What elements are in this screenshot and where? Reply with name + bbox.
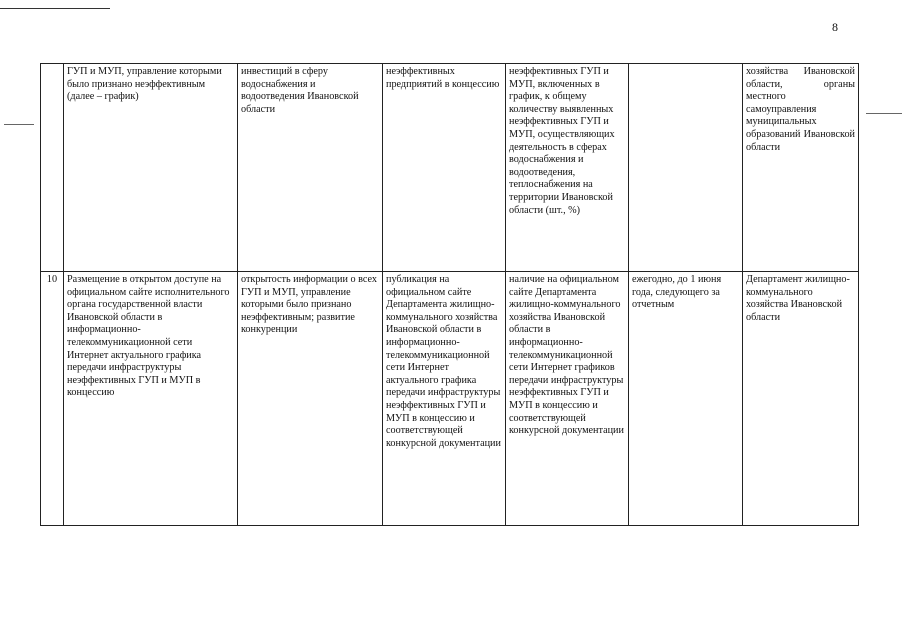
deadline-cell: ежегодно, до 1 июня года, следующего за отчетным <box>629 272 743 526</box>
responsible-cell: Департамент жилищно-коммунального хозяйства Ивановской области <box>743 272 859 526</box>
action-cell: Размещение в открытом доступе на официальном сайте исполнительного органа государственной власти Ивановской области в информационно-телекоммуникационной сети Интернет актуального графика передачи инфраструктуры неэффективных ГУП и МУП в концессию <box>64 272 238 526</box>
table-row <box>41 272 859 526</box>
page-number: 8 <box>832 20 838 34</box>
table-row <box>41 64 859 272</box>
indicator-cell: наличие на официальном сайте Департамента жилищно-коммунального хозяйства Ивановской области в информационно-телекоммуникационной сети Интернет графиков передачи инфраструктуры неэффективных ГУП и МУП в концессию и соответствующей конкурсной документации <box>506 272 629 526</box>
result-cell: неэффективных предприятий в концессию <box>383 64 506 272</box>
goal-cell: инвестиций в сферу водоснабжения и водоотведения Ивановской области <box>238 64 383 272</box>
goal-cell: открытость информации о всех ГУП и МУП, управление которыми было признано неэффективным; развитие конкуренции <box>238 272 383 526</box>
action-cell: ГУП и МУП, управление которыми было признано неэффективным (далее – график) <box>64 64 238 272</box>
row-number-cell <box>41 64 64 272</box>
responsible-cell: хозяйства Ивановской области, органы местного самоуправления муниципальных образований Ивановской области <box>743 64 859 272</box>
row-number-cell: 10 <box>41 272 64 526</box>
scan-artifact-left-margin <box>4 124 34 125</box>
indicator-cell: неэффективных ГУП и МУП, включенных в график, к общему количеству выявленных неэффективных ГУП и МУП, осуществляющих деятельность в сферах водоснабжения и водоотведения, теплоснабжения на территории Ивановской области (шт., %) <box>506 64 629 272</box>
measures-table <box>40 63 859 526</box>
result-cell: публикация на официальном сайте Департамента жилищно-коммунального хозяйства Ивановской области в информационно-телекоммуникационной сети Интернет актуального графика передачи инфраструктуры неэффективных ГУП и МУП в концессию и соответствующей конкурсной документации <box>383 272 506 526</box>
deadline-cell <box>629 64 743 272</box>
scan-artifact-top-left <box>0 8 110 9</box>
scan-artifact-right-margin <box>866 113 902 114</box>
